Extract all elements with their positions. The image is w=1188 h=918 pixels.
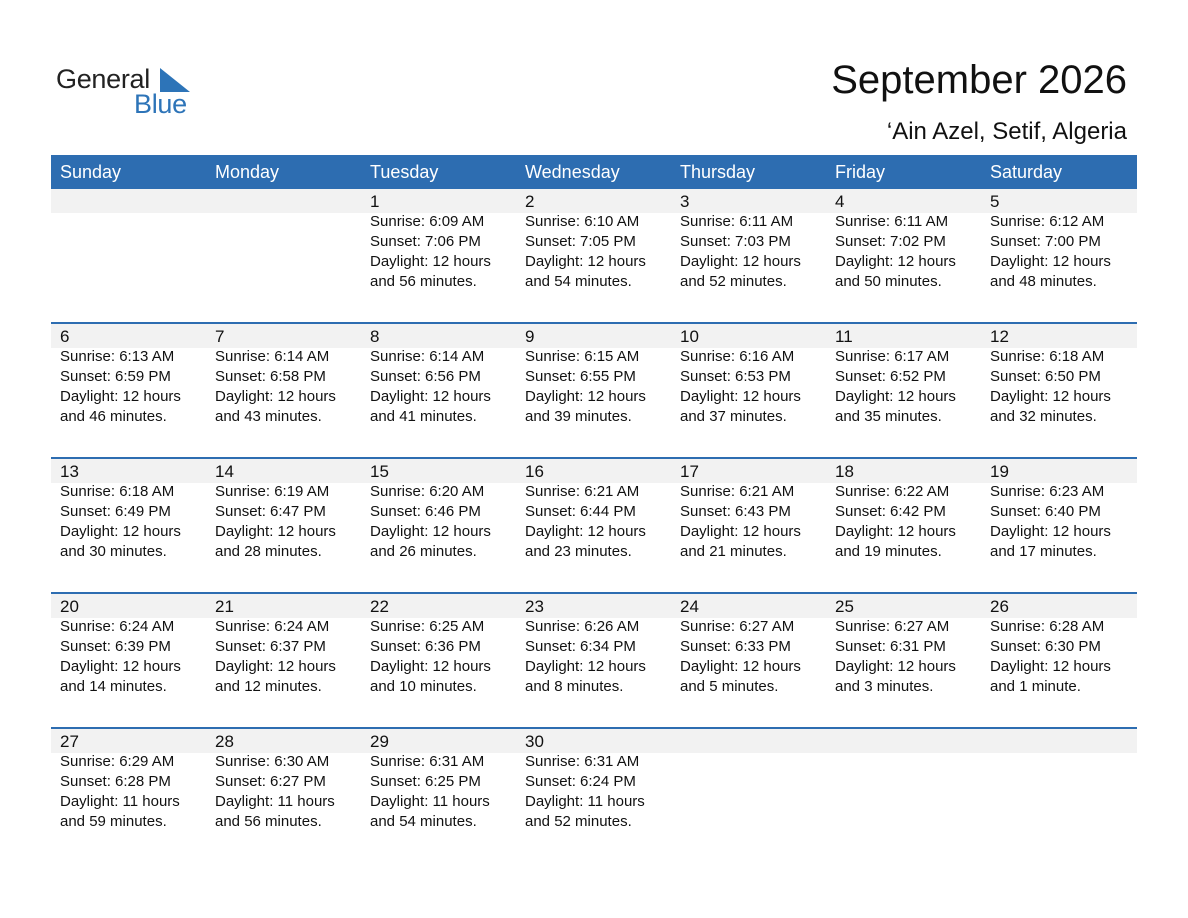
daylight-text: Daylight: 12 hours: [990, 253, 1111, 270]
sun-info: [835, 212, 981, 292]
day-cell: [981, 459, 1136, 594]
week-row: [51, 594, 1137, 729]
day-number: 18: [835, 462, 854, 481]
sunset-text: Sunset: 7:02 PM: [835, 233, 946, 250]
daylight-minutes-text: and 19 minutes.: [835, 543, 942, 560]
sunset-text: Sunset: 6:36 PM: [370, 638, 481, 655]
day-cell: [671, 594, 826, 729]
daylight-text: Daylight: 12 hours: [60, 523, 181, 540]
daylight-minutes-text: and 12 minutes.: [215, 678, 322, 695]
sunrise-text: Sunrise: 6:15 AM: [525, 348, 640, 365]
weekday-sunday: Sunday: [60, 162, 122, 182]
day-number: 4: [835, 192, 845, 211]
week-row: [51, 729, 1137, 864]
sunset-text: Sunset: 6:52 PM: [835, 368, 946, 385]
daylight-minutes-text: and 43 minutes.: [215, 408, 322, 425]
sunset-text: Sunset: 6:49 PM: [60, 503, 171, 520]
sunset-text: Sunset: 6:44 PM: [525, 503, 636, 520]
day-number: 7: [215, 327, 225, 346]
sunrise-text: Sunrise: 6:10 AM: [525, 213, 640, 230]
day-cell: [516, 594, 671, 729]
daylight-text: Daylight: 12 hours: [60, 658, 181, 675]
sunset-text: Sunset: 6:43 PM: [680, 503, 791, 520]
day-number: 6: [60, 327, 70, 346]
sunrise-text: Sunrise: 6:22 AM: [835, 483, 950, 500]
daylight-minutes-text: and 10 minutes.: [370, 678, 477, 695]
daylight-text: Daylight: 12 hours: [370, 253, 491, 270]
day-cell: [826, 594, 981, 729]
day-cell: [361, 459, 516, 594]
weekday-wednesday: Wednesday: [525, 162, 620, 182]
daylight-text: Daylight: 12 hours: [680, 658, 801, 675]
daylight-text: Daylight: 12 hours: [60, 388, 181, 405]
day-number: 14: [215, 462, 234, 481]
day-number: 24: [680, 597, 699, 616]
sunrise-text: Sunrise: 6:16 AM: [680, 348, 795, 365]
daylight-minutes-text: and 23 minutes.: [525, 543, 632, 560]
sun-info: [680, 482, 826, 562]
daylight-minutes-text: and 54 minutes.: [525, 273, 632, 290]
sun-info: [215, 347, 361, 427]
daylight-minutes-text: and 52 minutes.: [525, 813, 632, 830]
daylight-text: Daylight: 12 hours: [525, 658, 646, 675]
day-number: 23: [525, 597, 544, 616]
day-cell: [826, 189, 981, 324]
daylight-text: Daylight: 12 hours: [370, 658, 491, 675]
sunrise-text: Sunrise: 6:31 AM: [370, 753, 485, 770]
day-number: 30: [525, 732, 544, 751]
sunrise-text: Sunrise: 6:19 AM: [215, 483, 330, 500]
day-number: 22: [370, 597, 389, 616]
sunrise-text: Sunrise: 6:27 AM: [835, 618, 950, 635]
daylight-text: Daylight: 12 hours: [680, 523, 801, 540]
daylight-text: Daylight: 12 hours: [835, 523, 956, 540]
weekday-header: [51, 155, 1137, 189]
sunset-text: Sunset: 7:05 PM: [525, 233, 636, 250]
daylight-text: Daylight: 12 hours: [680, 253, 801, 270]
location-subtitle: ‘Ain Azel, Setif, Algeria: [886, 118, 1127, 145]
sun-info: [525, 752, 671, 832]
sunset-text: Sunset: 7:06 PM: [370, 233, 481, 250]
day-cell: [206, 459, 361, 594]
sunset-text: Sunset: 6:28 PM: [60, 773, 171, 790]
day-number: 11: [835, 327, 853, 346]
day-number: 3: [680, 192, 690, 211]
day-number: 2: [525, 192, 535, 211]
day-number: 13: [60, 462, 79, 481]
sunrise-text: Sunrise: 6:29 AM: [60, 753, 175, 770]
sunset-text: Sunset: 6:58 PM: [215, 368, 326, 385]
sunset-text: Sunset: 6:31 PM: [835, 638, 946, 655]
sunset-text: Sunset: 6:40 PM: [990, 503, 1101, 520]
daylight-minutes-text: and 17 minutes.: [990, 543, 1097, 560]
daylight-text: Daylight: 11 hours: [215, 793, 335, 810]
daylight-minutes-text: and 32 minutes.: [990, 408, 1097, 425]
daylight-minutes-text: and 21 minutes.: [680, 543, 787, 560]
daylight-minutes-text: and 30 minutes.: [60, 543, 167, 560]
daylight-minutes-text: and 41 minutes.: [370, 408, 477, 425]
sunset-text: Sunset: 6:30 PM: [990, 638, 1101, 655]
day-cell: [51, 729, 206, 864]
page-title: September 2026: [831, 58, 1127, 102]
sunrise-text: Sunrise: 6:18 AM: [990, 348, 1105, 365]
sun-info: [215, 482, 361, 562]
sunrise-text: Sunrise: 6:28 AM: [990, 618, 1105, 635]
sun-info: [60, 617, 206, 697]
daylight-minutes-text: and 3 minutes.: [835, 678, 934, 695]
day-cell: [516, 459, 671, 594]
day-number: 1: [370, 192, 380, 211]
day-number: 21: [215, 597, 234, 616]
sunrise-text: Sunrise: 6:24 AM: [215, 618, 330, 635]
sun-info: [215, 617, 361, 697]
sunset-text: Sunset: 6:24 PM: [525, 773, 636, 790]
daylight-text: Daylight: 12 hours: [990, 388, 1111, 405]
sunset-text: Sunset: 6:56 PM: [370, 368, 481, 385]
day-cell: [981, 594, 1136, 729]
day-number: 29: [370, 732, 389, 751]
sunrise-text: Sunrise: 6:11 AM: [835, 213, 949, 230]
daylight-text: Daylight: 11 hours: [525, 793, 645, 810]
sun-info: [680, 347, 826, 427]
day-cell: [671, 459, 826, 594]
daylight-text: Daylight: 12 hours: [525, 388, 646, 405]
sun-info: [990, 482, 1136, 562]
sunset-text: Sunset: 6:34 PM: [525, 638, 636, 655]
sun-info: [60, 347, 206, 427]
sunset-text: Sunset: 6:37 PM: [215, 638, 326, 655]
day-number: 16: [525, 462, 544, 481]
sunrise-text: Sunrise: 6:23 AM: [990, 483, 1105, 500]
day-number: 17: [680, 462, 699, 481]
sunset-text: Sunset: 6:55 PM: [525, 368, 636, 385]
daylight-minutes-text: and 46 minutes.: [60, 408, 167, 425]
day-number: 19: [990, 462, 1009, 481]
sun-info: [680, 212, 826, 292]
week-row: [51, 324, 1137, 459]
sunset-text: Sunset: 7:00 PM: [990, 233, 1101, 250]
day-cell: [206, 729, 361, 864]
daylight-text: Daylight: 12 hours: [835, 388, 956, 405]
day-cell: [516, 189, 671, 324]
daylight-text: Daylight: 12 hours: [215, 523, 336, 540]
sunrise-text: Sunrise: 6:27 AM: [680, 618, 795, 635]
sunset-text: Sunset: 6:53 PM: [680, 368, 791, 385]
sunrise-text: Sunrise: 6:26 AM: [525, 618, 640, 635]
weekday-tuesday: Tuesday: [370, 162, 439, 182]
sun-info: [370, 617, 516, 697]
sun-info: [990, 212, 1136, 292]
day-number: 5: [990, 192, 1000, 211]
empty-day-cell: [981, 729, 1136, 864]
empty-day-cell: [826, 729, 981, 864]
sun-info: [370, 212, 516, 292]
sunset-text: Sunset: 6:59 PM: [60, 368, 171, 385]
day-number: 26: [990, 597, 1009, 616]
daylight-minutes-text: and 5 minutes.: [680, 678, 779, 695]
daylight-text: Daylight: 11 hours: [60, 793, 180, 810]
sunrise-text: Sunrise: 6:18 AM: [60, 483, 175, 500]
daylight-minutes-text: and 37 minutes.: [680, 408, 787, 425]
daylight-text: Daylight: 12 hours: [215, 658, 336, 675]
weekday-friday: Friday: [835, 162, 886, 182]
sunset-text: Sunset: 6:25 PM: [370, 773, 481, 790]
daylight-text: Daylight: 12 hours: [990, 658, 1111, 675]
daylight-minutes-text: and 56 minutes.: [215, 813, 322, 830]
sun-info: [215, 752, 361, 832]
day-number: 10: [680, 327, 699, 346]
day-cell: [361, 189, 516, 324]
sunset-text: Sunset: 6:39 PM: [60, 638, 171, 655]
daylight-minutes-text: and 14 minutes.: [60, 678, 167, 695]
sun-info: [370, 482, 516, 562]
day-cell: [671, 324, 826, 459]
sunset-text: Sunset: 6:27 PM: [215, 773, 326, 790]
empty-day-cell: [51, 189, 206, 324]
day-cell: [826, 324, 981, 459]
sunrise-text: Sunrise: 6:09 AM: [370, 213, 485, 230]
day-number: 27: [60, 732, 79, 751]
sunrise-text: Sunrise: 6:14 AM: [370, 348, 485, 365]
sun-info: [525, 617, 671, 697]
weekday-monday: Monday: [215, 162, 280, 182]
sun-info: [835, 482, 981, 562]
day-cell: [206, 324, 361, 459]
weeks-container: [51, 189, 1137, 864]
sun-info: [525, 347, 671, 427]
sunrise-text: Sunrise: 6:31 AM: [525, 753, 640, 770]
sunrise-text: Sunrise: 6:14 AM: [215, 348, 330, 365]
day-number: 25: [835, 597, 854, 616]
sunrise-text: Sunrise: 6:11 AM: [680, 213, 794, 230]
sun-info: [525, 482, 671, 562]
sunrise-text: Sunrise: 6:30 AM: [215, 753, 330, 770]
day-number: 28: [215, 732, 234, 751]
sun-info: [370, 347, 516, 427]
day-number: 9: [525, 327, 535, 346]
daylight-minutes-text: and 59 minutes.: [60, 813, 167, 830]
week-row: [51, 459, 1137, 594]
sun-info: [835, 347, 981, 427]
sunset-text: Sunset: 6:33 PM: [680, 638, 791, 655]
sun-info: [370, 752, 516, 832]
daylight-minutes-text: and 54 minutes.: [370, 813, 477, 830]
daylight-text: Daylight: 12 hours: [370, 523, 491, 540]
day-cell: [361, 594, 516, 729]
day-cell: [981, 324, 1136, 459]
sunrise-text: Sunrise: 6:21 AM: [525, 483, 640, 500]
sunrise-text: Sunrise: 6:17 AM: [835, 348, 950, 365]
daylight-text: Daylight: 12 hours: [370, 388, 491, 405]
day-cell: [516, 324, 671, 459]
daylight-minutes-text: and 39 minutes.: [525, 408, 632, 425]
day-cell: [51, 459, 206, 594]
weekday-saturday: Saturday: [990, 162, 1063, 182]
sun-info: [60, 482, 206, 562]
calendar-grid: [51, 155, 1137, 864]
daylight-text: Daylight: 12 hours: [525, 253, 646, 270]
sun-info: [835, 617, 981, 697]
sun-info: [990, 617, 1136, 697]
daylight-minutes-text: and 48 minutes.: [990, 273, 1097, 290]
sunrise-text: Sunrise: 6:21 AM: [680, 483, 795, 500]
empty-day-cell: [671, 729, 826, 864]
day-cell: [361, 324, 516, 459]
daylight-minutes-text: and 50 minutes.: [835, 273, 942, 290]
sunset-text: Sunset: 6:50 PM: [990, 368, 1101, 385]
empty-day-cell: [206, 189, 361, 324]
day-number: 20: [60, 597, 79, 616]
sunset-text: Sunset: 6:42 PM: [835, 503, 946, 520]
day-cell: [51, 324, 206, 459]
brand-word-blue: Blue: [134, 89, 187, 119]
daylight-minutes-text: and 35 minutes.: [835, 408, 942, 425]
day-number: 8: [370, 327, 380, 346]
daylight-minutes-text: and 56 minutes.: [370, 273, 477, 290]
brand-word-general: General: [56, 64, 150, 94]
daylight-minutes-text: and 26 minutes.: [370, 543, 477, 560]
sunset-text: Sunset: 7:03 PM: [680, 233, 791, 250]
daylight-text: Daylight: 12 hours: [835, 658, 956, 675]
day-cell: [206, 594, 361, 729]
weekday-thursday: Thursday: [680, 162, 756, 182]
sunrise-text: Sunrise: 6:13 AM: [60, 348, 175, 365]
sunrise-text: Sunrise: 6:12 AM: [990, 213, 1105, 230]
sunset-text: Sunset: 6:47 PM: [215, 503, 326, 520]
sunrise-text: Sunrise: 6:25 AM: [370, 618, 485, 635]
sun-info: [525, 212, 671, 292]
daylight-text: Daylight: 12 hours: [525, 523, 646, 540]
day-number: 15: [370, 462, 389, 481]
day-cell: [981, 189, 1136, 324]
day-cell: [361, 729, 516, 864]
daylight-text: Daylight: 12 hours: [215, 388, 336, 405]
daylight-minutes-text: and 1 minute.: [990, 678, 1081, 695]
daylight-text: Daylight: 11 hours: [370, 793, 490, 810]
daylight-minutes-text: and 28 minutes.: [215, 543, 322, 560]
sunrise-text: Sunrise: 6:20 AM: [370, 483, 485, 500]
daylight-text: Daylight: 12 hours: [835, 253, 956, 270]
brand-logo: [56, 64, 206, 120]
daylight-text: Daylight: 12 hours: [680, 388, 801, 405]
day-number: 12: [990, 327, 1009, 346]
daylight-minutes-text: and 52 minutes.: [680, 273, 787, 290]
sunrise-text: Sunrise: 6:24 AM: [60, 618, 175, 635]
day-cell: [516, 729, 671, 864]
daylight-text: Daylight: 12 hours: [990, 523, 1111, 540]
day-cell: [671, 189, 826, 324]
week-row: [51, 189, 1137, 324]
sun-info: [60, 752, 206, 832]
sun-info: [680, 617, 826, 697]
day-cell: [51, 594, 206, 729]
sunset-text: Sunset: 6:46 PM: [370, 503, 481, 520]
day-cell: [826, 459, 981, 594]
sun-info: [990, 347, 1136, 427]
daylight-minutes-text: and 8 minutes.: [525, 678, 624, 695]
